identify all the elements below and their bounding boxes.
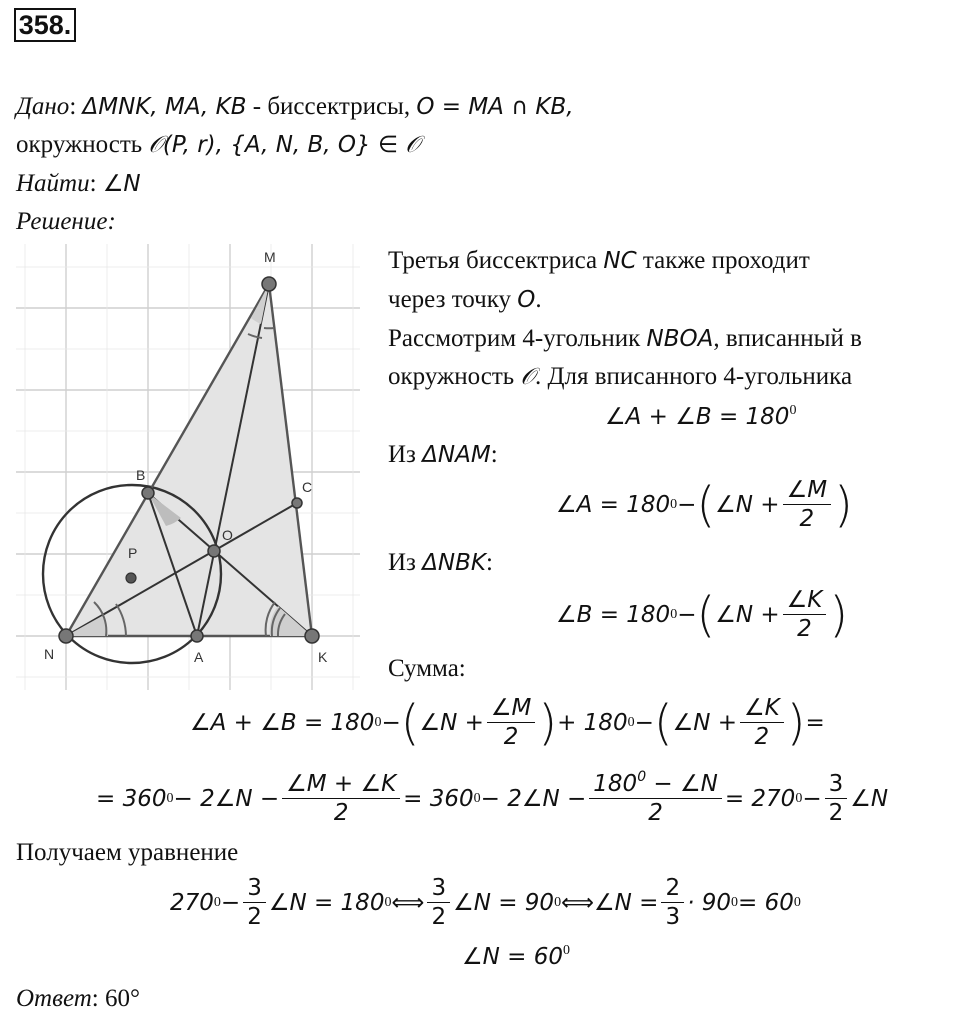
sum-label: Сумма: <box>388 655 466 682</box>
sum-eq-line-1: ∠A + ∠B = 180 0 − ( ∠N + $\frac{\angle M}{2}$ ) + 180 0 − ( ∠N + $\frac{\angle K}{2}$ ) = <box>190 694 825 751</box>
find-label: Найти <box>16 170 90 197</box>
label-p: P <box>128 545 138 561</box>
answer-label: Ответ <box>16 985 92 1012</box>
label-n: N <box>44 646 55 662</box>
label-c: C <box>302 479 313 495</box>
label-o: O <box>222 527 233 543</box>
given-line-2 <box>16 130 420 160</box>
geometry-figure <box>16 244 360 690</box>
given-line-1: Дано: ΔMNK, MA, KB - биссектрисы, O = MA ∩ KB, <box>16 93 574 120</box>
answer-line <box>16 984 140 1014</box>
find-line: Найти: ∠N <box>16 170 141 197</box>
sum-eq-line-2: = 360 0 − 2∠N − $\frac{\angle M + \angle K}{2}$ = 360 0 − 2∠N − $\frac{180^0 - \angle N}{2}$ = 270 0 − $\frac{3}{2}$ ∠N <box>96 769 889 826</box>
equation-label: Получаем уравнение <box>16 839 239 866</box>
from-nam: Из ΔNAM: <box>388 441 498 468</box>
eq-angle-a: ∠A = 180 0 − ( ∠N + $\frac{\angle M}{2}$ ) <box>556 476 853 533</box>
problem-number: 358. <box>14 8 76 42</box>
given-text: - биссектрисы, <box>246 93 417 120</box>
given-label: Дано <box>16 93 70 120</box>
label-a: A <box>194 649 204 665</box>
given-circle-math: 𝒪(P, r), {A, N, B, O} ∈ 𝒪 <box>148 132 420 158</box>
right-line-2: через точку O. <box>388 286 542 313</box>
from-nbk: Из ΔNBK: <box>388 549 493 576</box>
answer-value: : 60° <box>91 985 140 1012</box>
given-intersection: O = MA ∩ KB, <box>416 94 574 120</box>
final-equation: 270 0 − $\frac{3}{2}$ ∠N = 180 0 ⟺ $\frac{3}{2}$ ∠N = 90 0 ⟺ ∠N = $\frac{2}{3}$ · 90 0 = 60 0 <box>170 875 801 930</box>
label-m: M <box>264 249 276 265</box>
right-line-1: Третья биссектриса NC также проходит <box>388 247 810 274</box>
right-line-3: Рассмотрим 4-угольник NBOA, вписанный в <box>388 325 862 352</box>
eq-cyclic-sum: ∠A + ∠B = $180^0$ <box>605 403 797 430</box>
given-circle-text: окружность <box>16 131 149 158</box>
find-angle: ∠N <box>102 171 141 197</box>
solution-label: Решение: <box>16 208 116 235</box>
right-line-4: окружность 𝒪. Для вписанного 4-угольника <box>388 363 853 390</box>
final-result: ∠N = $60^0$ <box>462 943 570 970</box>
eq-angle-b: ∠B = 180 0 − ( ∠N + $\frac{\angle K}{2}$ ) <box>556 586 849 643</box>
label-k: K <box>318 649 328 665</box>
given-triangle: ΔMNK, MA, KB <box>82 94 247 120</box>
label-b: B <box>136 467 146 483</box>
